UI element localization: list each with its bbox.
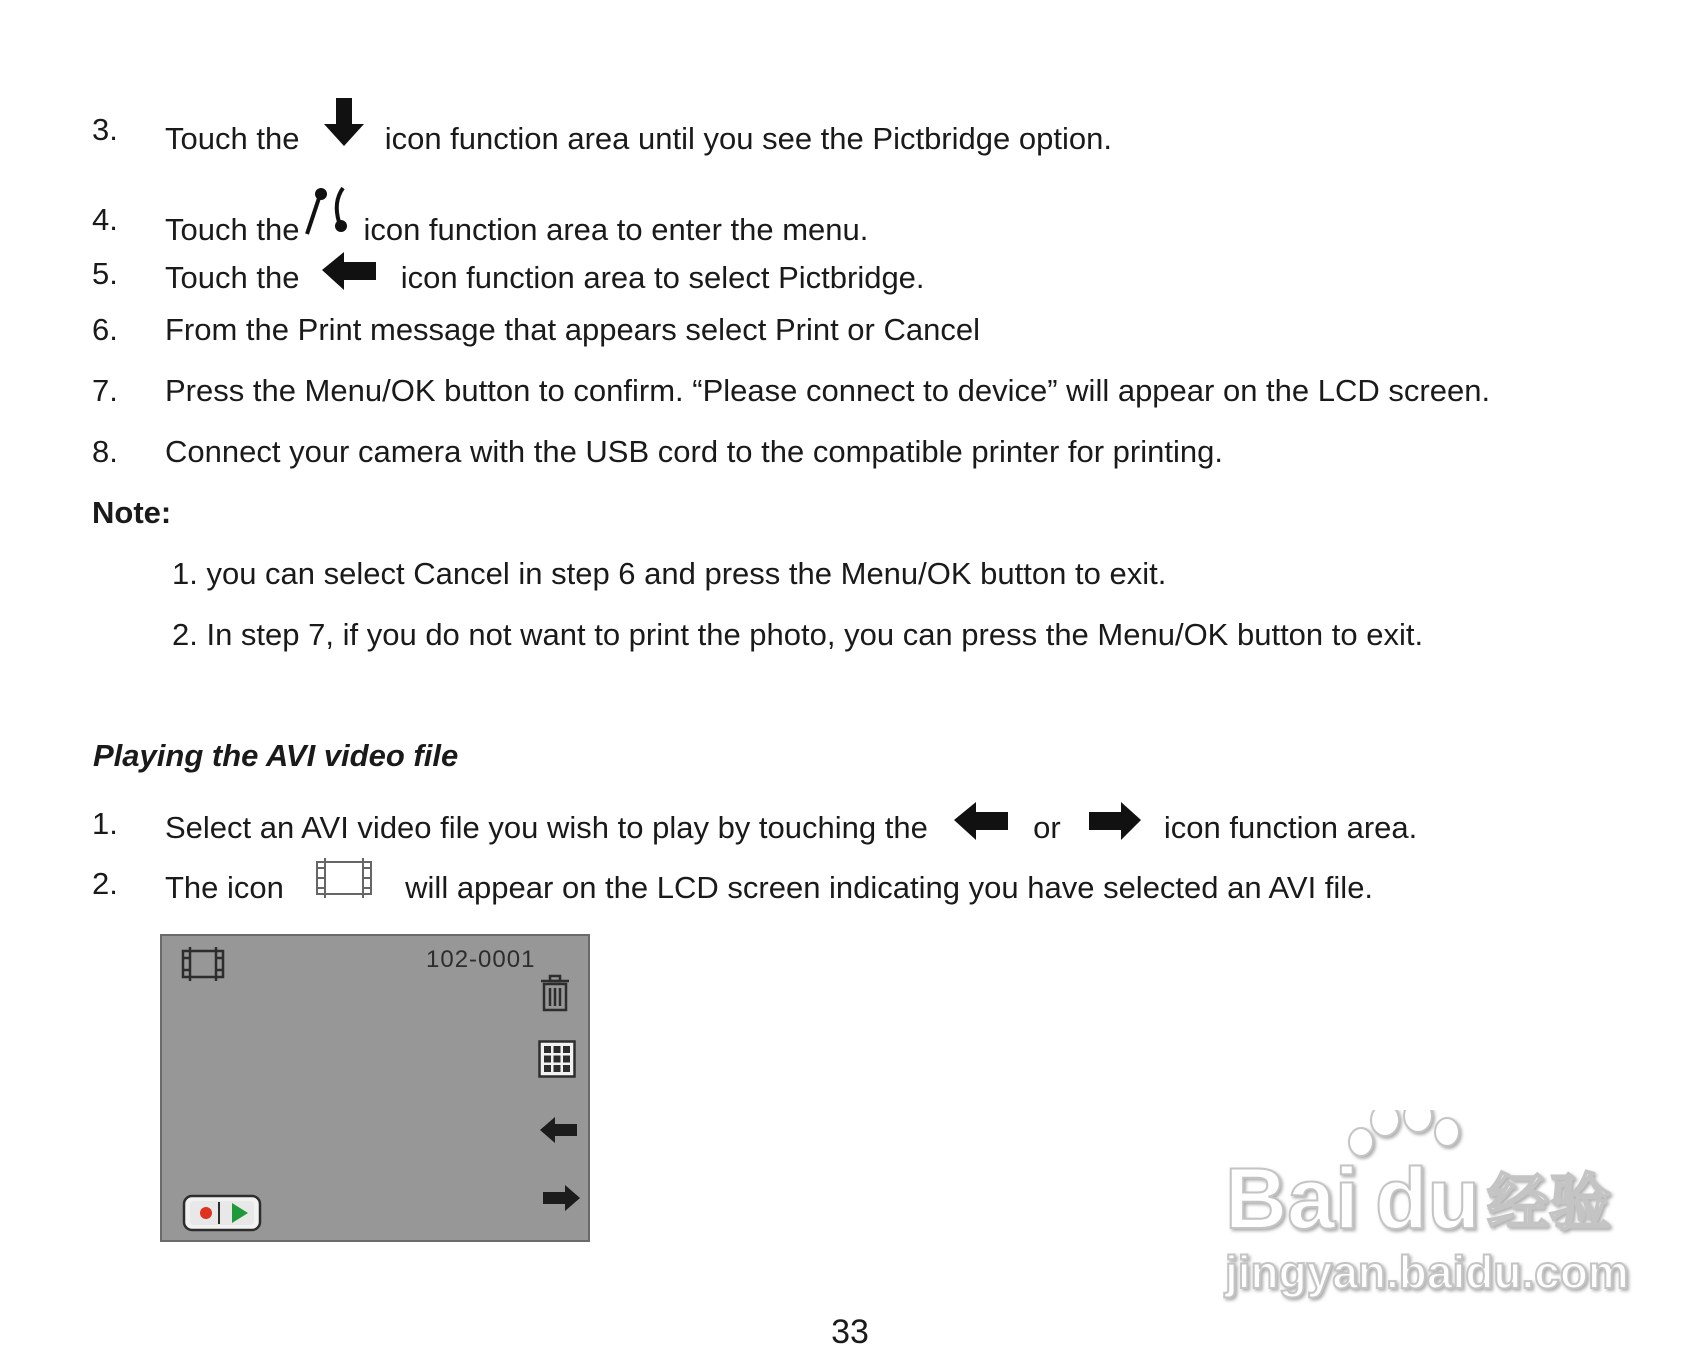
step-text-before: Touch the bbox=[165, 260, 300, 296]
step-text: Connect your camera with the USB cord to the compatible printer for printing. bbox=[165, 434, 1223, 469]
note-item: 1. you can select Cancel in step 6 and press the Menu/OK button to exit. bbox=[172, 556, 1167, 591]
watermark-url: jingyan.baidu.com bbox=[1225, 1246, 1629, 1298]
grid-icon[interactable] bbox=[538, 1040, 576, 1083]
step-number: 6. bbox=[92, 312, 118, 347]
trash-icon[interactable] bbox=[538, 974, 572, 1017]
step-text-after: will appear on the LCD screen indicating you have selected an AVI file. bbox=[405, 870, 1374, 906]
step-text-after: icon function area. bbox=[1163, 810, 1418, 846]
film-icon bbox=[315, 858, 373, 906]
svg-text:经验: 经验 bbox=[1487, 1166, 1612, 1239]
step-text: From the Print message that appears select Print or Cancel bbox=[165, 312, 980, 347]
page-number: 33 bbox=[831, 1313, 869, 1351]
step-number: 4. bbox=[92, 202, 118, 237]
film-icon bbox=[180, 946, 226, 987]
record-play-icon[interactable] bbox=[182, 1194, 262, 1237]
lcd-screen bbox=[160, 934, 590, 1242]
step-text: Press the Menu/OK button to confirm. “Please connect to device” will appear on the LCD screen. bbox=[165, 373, 1491, 408]
right-arrow-icon[interactable] bbox=[542, 1184, 580, 1217]
step-number: 7. bbox=[92, 373, 118, 408]
baidu-watermark bbox=[1215, 1110, 1635, 1315]
step-text-before: The icon bbox=[165, 870, 284, 906]
step-number: 3. bbox=[92, 112, 118, 147]
step-text-middle: or bbox=[1033, 810, 1061, 846]
left-arrow-icon bbox=[954, 800, 1010, 848]
right-arrow-icon bbox=[1089, 800, 1141, 848]
step-number: 8. bbox=[92, 434, 118, 469]
section-title: Playing the AVI video file bbox=[93, 738, 459, 773]
svg-text:Bai: Bai bbox=[1225, 1151, 1359, 1247]
svg-text:du: du bbox=[1375, 1151, 1481, 1247]
left-arrow-icon bbox=[322, 250, 378, 298]
step-text-before: Touch the bbox=[165, 121, 300, 157]
step-text-after: icon function area to select Pictbridge. bbox=[400, 260, 925, 296]
step-number: 2. bbox=[92, 866, 118, 901]
step-number: 1. bbox=[92, 806, 118, 841]
note-item: 2. In step 7, if you do not want to print the photo, you can press the Menu/OK button to exit. bbox=[172, 617, 1424, 652]
step-text-after: icon function area until you see the Pictbridge option. bbox=[384, 121, 1112, 157]
step-number: 5. bbox=[92, 256, 118, 291]
file-number: 102-0001 bbox=[426, 946, 536, 973]
step-text-before: Select an AVI video file you wish to play by touching the bbox=[165, 810, 928, 846]
tools-icon bbox=[303, 186, 353, 246]
step-text-before: Touch the bbox=[165, 212, 300, 248]
down-arrow-icon bbox=[322, 98, 366, 156]
left-arrow-icon[interactable] bbox=[540, 1116, 578, 1149]
note-title: Note: bbox=[92, 495, 172, 530]
step-text-after: icon function area to enter the menu. bbox=[363, 212, 869, 248]
